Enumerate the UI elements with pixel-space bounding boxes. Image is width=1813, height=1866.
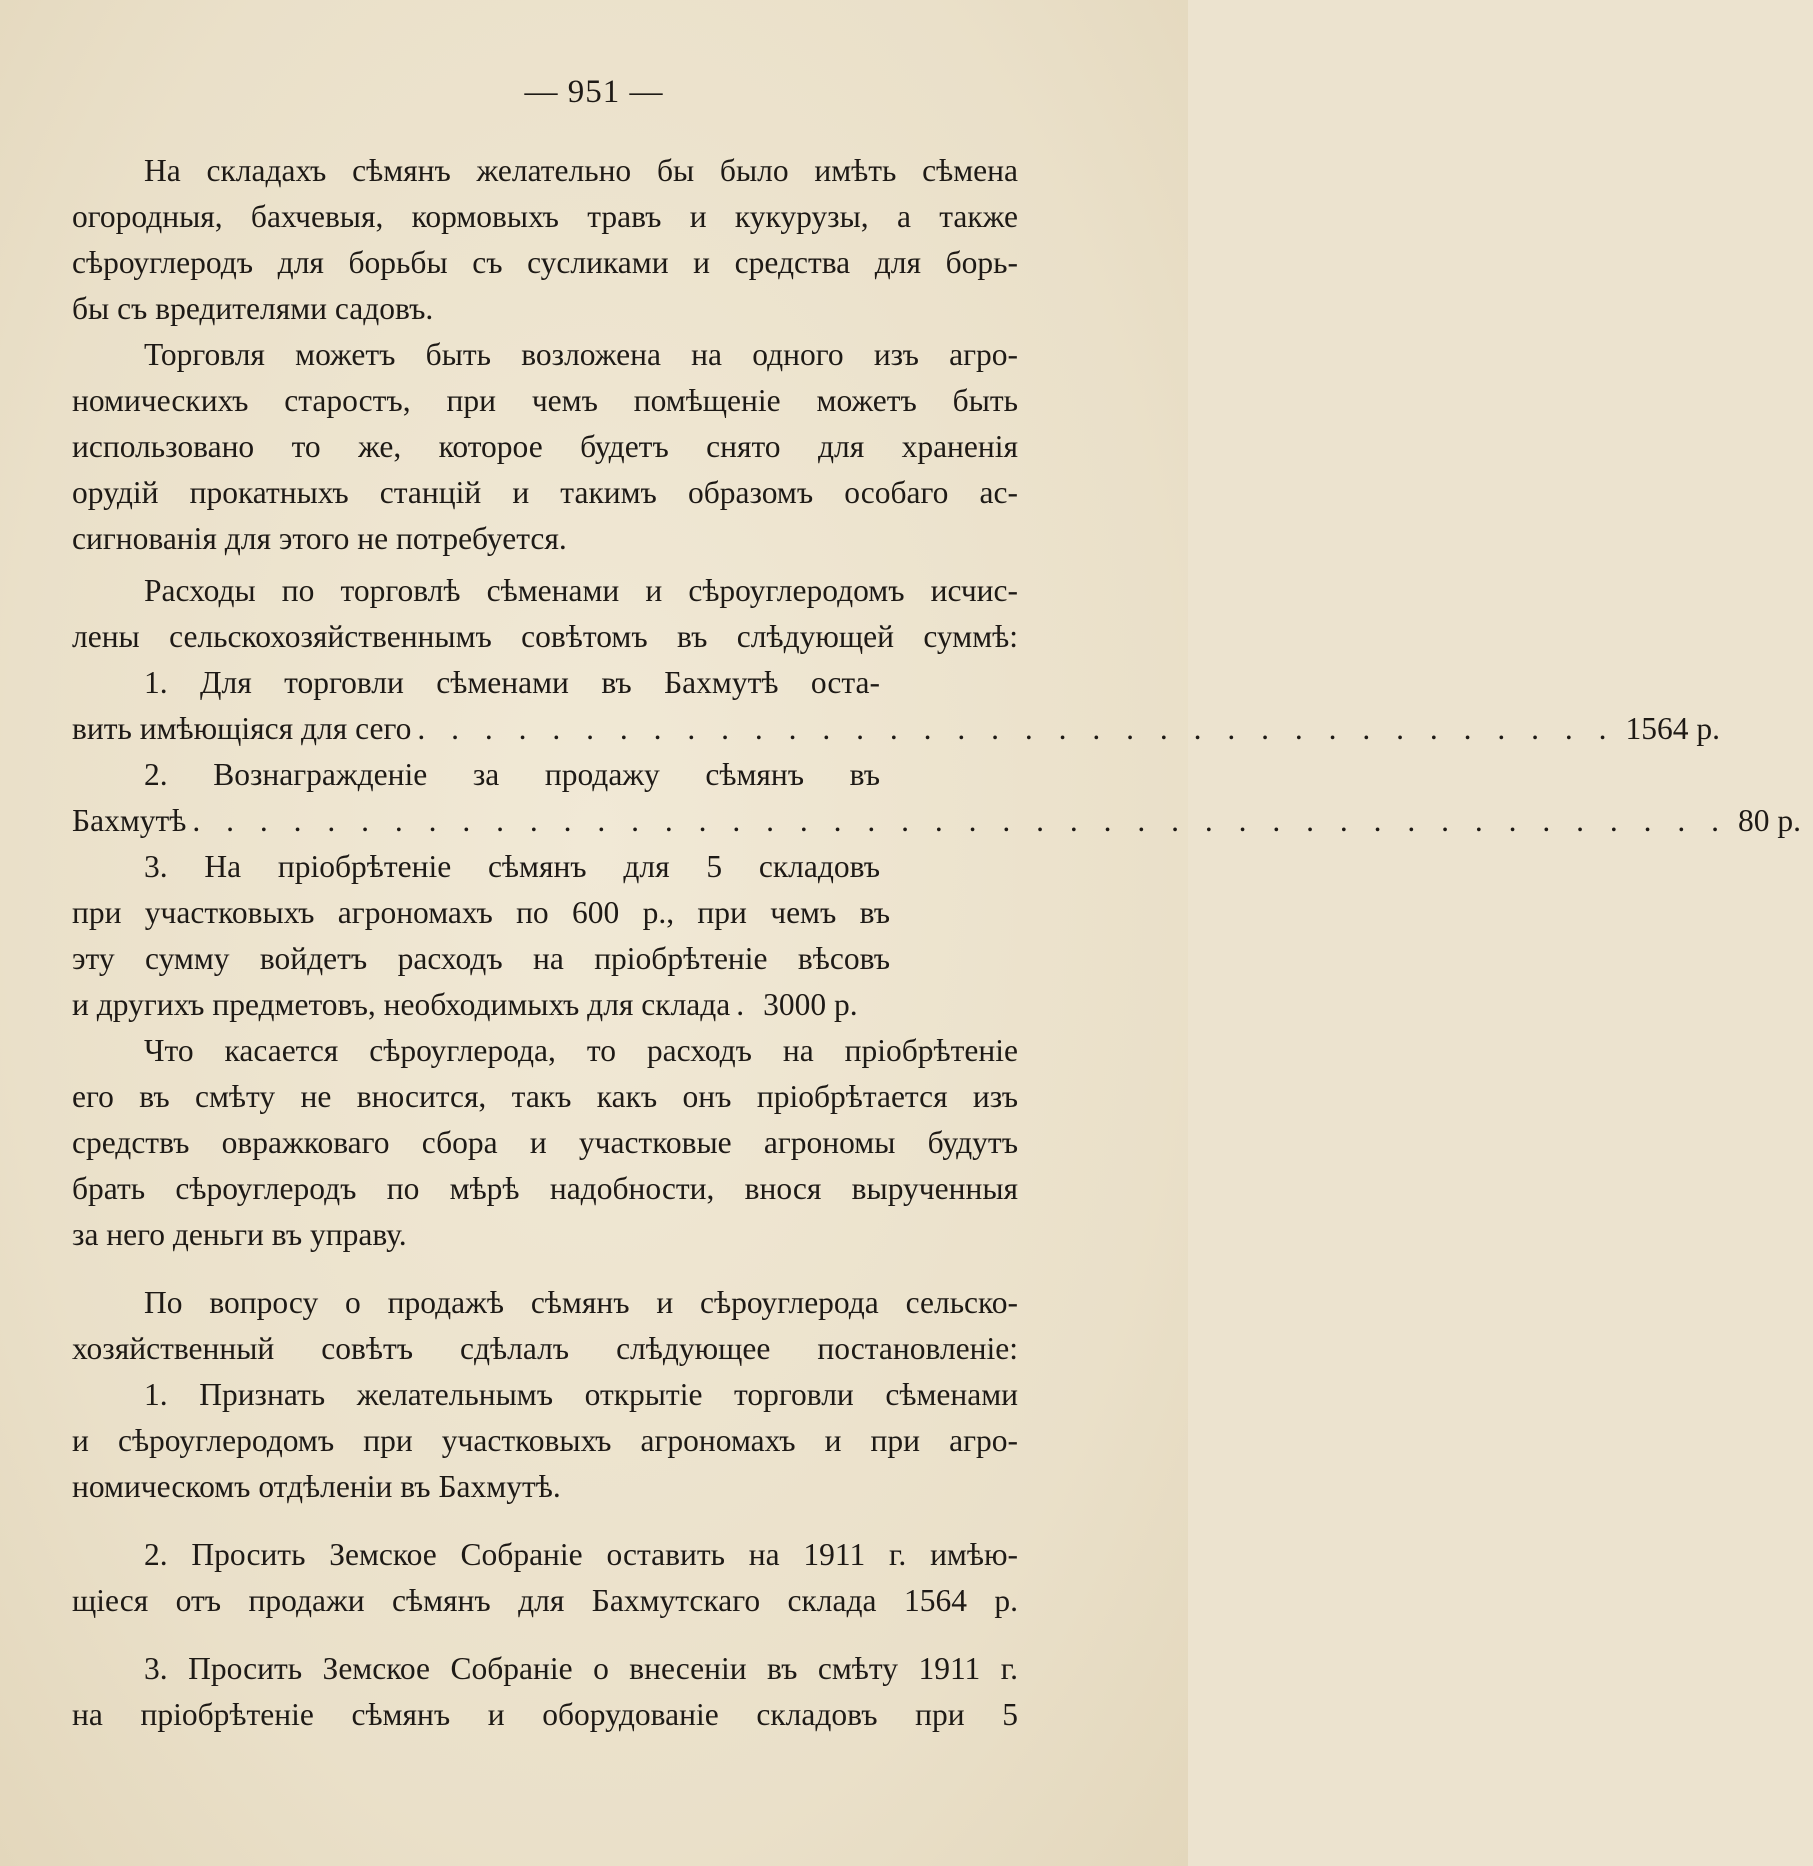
text-line: использовано то же, которое будетъ снято для храненія [72,429,1018,464]
expense-row [72,798,1801,844]
expense-amount: 3000 р. [763,987,858,1022]
text-line: средствъ овражковаго сбора и участковые агрономы будутъ [72,1125,1018,1160]
leader-dots: . . . . . . . . . . . . . . . . . . . . . . . . . . . . . . . . . . . . . . . . . . . . . . [192,803,1728,838]
expense-amount: 80 р. [1738,803,1801,838]
text-line: На складахъ сѣмянъ желательно бы было имѣть сѣмена [144,153,1018,188]
expense-row [72,706,1720,752]
text-line: брать сѣроуглеродъ по мѣрѣ надобности, внося вырученныя [72,1171,1018,1206]
text-line: его въ смѣту не вносится, такъ какъ онъ пріобрѣтается изъ [72,1079,1018,1114]
expense-label: Бахмутѣ [72,803,187,838]
text-line: при участковыхъ агрономахъ по 600 р., при чемъ въ [72,895,890,930]
leader-dots: . [736,987,754,1022]
text-line: за него деньги въ управу. [72,1217,407,1252]
leader-dots: . . . . . . . . . . . . . . . . . . . . . . . . . . . . . . . . . . . . [417,711,1616,746]
text-line: 1. Признать желательнымъ открытіе торговли сѣменами [144,1377,1018,1412]
text-line: Что касается сѣроуглерода, то расходъ на пріобрѣтеніе [144,1033,1018,1068]
text-line: эту сумму войдетъ расходъ на пріобрѣтеніе вѣсовъ [72,941,890,976]
text-line: 1. Для торговли сѣменами въ Бахмутѣ оста- [144,665,880,700]
text-line: и сѣроуглеродомъ при участковыхъ агрономахъ и при агро- [72,1423,1018,1458]
text-line: щіеся отъ продажи сѣмянъ для Бахмутскаго склада 1564 р. [72,1583,1018,1618]
expense-amount: 1564 р. [1625,711,1720,746]
page-number: — 951 — [524,74,664,110]
expense-row [72,982,1018,1028]
expense-label: вить имѣющіяся для сего [72,711,412,746]
text-line: номическихъ старостъ, при чемъ помѣщеніе можетъ быть [72,383,1018,418]
text-line: на пріобрѣтеніе сѣмянъ и оборудованіе складовъ при 5 [72,1697,1018,1732]
text-line: сѣроуглеродъ для борьбы съ сусликами и средства для борь- [72,245,1018,280]
text-line: 3. На пріобрѣтеніе сѣмянъ для 5 складовъ [144,849,880,884]
text-line: 3. Просить Земское Собраніе о внесеніи въ смѣту 1911 г. [144,1651,1018,1686]
text-line: лены сельскохозяйственнымъ совѣтомъ въ слѣдующей суммѣ: [72,619,1018,654]
text-line: номическомъ отдѣленіи въ Бахмутѣ. [72,1469,561,1504]
text-line: 2. Просить Земское Собраніе оставить на 1911 г. имѣю- [144,1537,1018,1572]
text-line: хозяйственный совѣтъ сдѣлалъ слѣдующее постановленіе: [72,1331,1018,1366]
text-line: Торговля можетъ быть возложена на одного изъ агро- [144,337,1018,372]
text-line: огородныя, бахчевыя, кормовыхъ травъ и кукурузы, а также [72,199,1018,234]
expense-label: и другихъ предметовъ, необходимыхъ для склада [72,987,731,1022]
text-line: Расходы по торговлѣ сѣменами и сѣроуглеродомъ исчис- [144,573,1018,608]
text-line: орудій прокатныхъ станцій и такимъ образомъ особаго ас- [72,475,1018,510]
body-text [72,148,1801,1738]
text-line: По вопросу о продажѣ сѣмянъ и сѣроуглерода сельско- [144,1285,1018,1320]
text-line: сигнованія для этого не потребуется. [72,521,567,556]
text-line: 2. Вознагражденіе за продажу сѣмянъ въ [144,757,880,792]
text-line: бы съ вредителями садовъ. [72,291,434,326]
